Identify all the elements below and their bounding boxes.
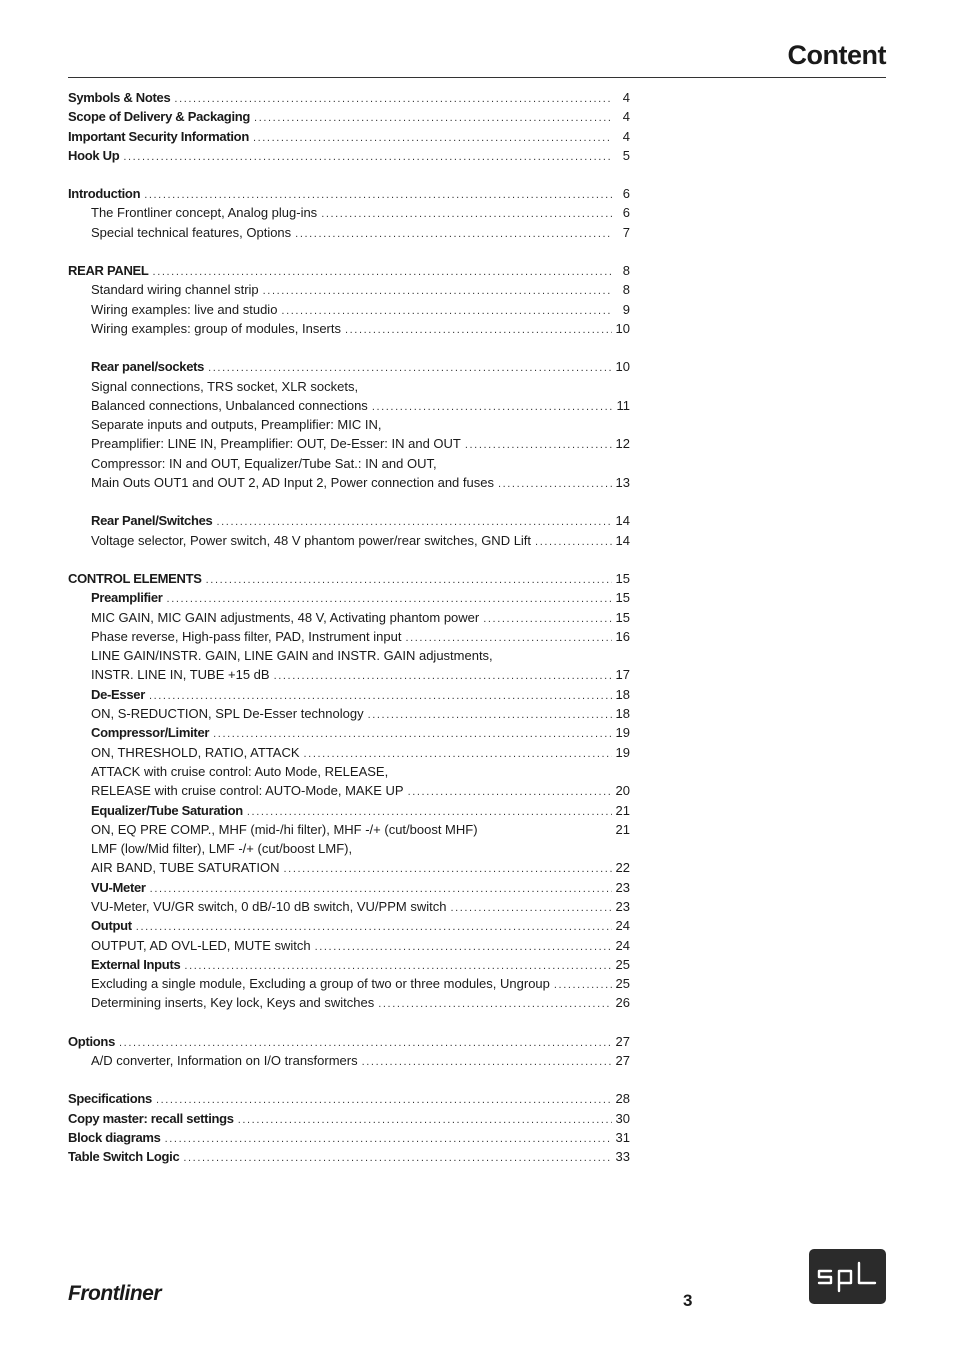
toc-entry-page: 10 bbox=[615, 320, 630, 336]
toc-entry[interactable] bbox=[68, 1051, 630, 1070]
toc-entry[interactable] bbox=[68, 357, 630, 376]
toc-entry-label: Table Switch Logic bbox=[68, 1149, 180, 1165]
toc-entry[interactable] bbox=[68, 1109, 630, 1128]
toc-dot-leader bbox=[483, 610, 611, 629]
toc-dot-leader bbox=[253, 129, 612, 148]
toc-dot-leader bbox=[165, 1130, 612, 1149]
toc-entry-page: 12 bbox=[615, 436, 630, 452]
toc-entry-page: 21 bbox=[615, 821, 630, 837]
toc-entry-page: 4 bbox=[622, 90, 630, 105]
toc-entry[interactable] bbox=[68, 531, 630, 550]
toc-entry[interactable] bbox=[68, 184, 630, 203]
toc-entry-page: 27 bbox=[615, 1053, 630, 1069]
toc-entry-page: 24 bbox=[615, 918, 630, 934]
toc-entry-page: 19 bbox=[615, 725, 630, 741]
toc-entry[interactable] bbox=[68, 646, 630, 665]
toc-entry-label: Preamplifier: LINE IN, Preamplifier: OUT, De-Esser: IN and OUT bbox=[91, 436, 461, 452]
toc-entry[interactable] bbox=[68, 1089, 630, 1108]
toc-entry[interactable] bbox=[68, 454, 630, 473]
toc-entry-label: Standard wiring channel strip bbox=[91, 282, 259, 298]
toc-entry-label: OUTPUT, AD OVL-LED, MUTE switch bbox=[91, 937, 311, 953]
toc-dot-leader bbox=[554, 976, 612, 995]
toc-dot-leader bbox=[321, 205, 612, 224]
toc-entry-label: VU-Meter bbox=[91, 879, 146, 895]
toc-entry[interactable] bbox=[68, 685, 630, 704]
toc-entry[interactable] bbox=[68, 1032, 630, 1051]
toc-entry-page: 22 bbox=[615, 860, 630, 876]
toc-entry-page: 5 bbox=[622, 147, 630, 163]
toc-entry[interactable] bbox=[68, 627, 630, 646]
toc-dot-leader bbox=[372, 398, 612, 417]
toc-dot-leader bbox=[465, 436, 612, 455]
toc-entry-label: ATTACK with cruise control: Auto Mode, RELEASE, bbox=[91, 763, 389, 779]
product-name: Frontliner bbox=[68, 1282, 161, 1305]
toc-entry-page: 25 bbox=[615, 956, 630, 972]
toc-entry-label: External Inputs bbox=[91, 956, 181, 972]
toc-entry[interactable] bbox=[68, 955, 630, 974]
toc-entry[interactable] bbox=[68, 936, 630, 955]
toc-entry-page: 15 bbox=[615, 609, 630, 625]
toc-entry[interactable] bbox=[68, 377, 630, 396]
toc-entry-page: 25 bbox=[615, 976, 630, 992]
toc-entry-page: 4 bbox=[622, 109, 630, 125]
toc-entry[interactable] bbox=[68, 107, 630, 126]
toc-entry[interactable] bbox=[68, 878, 630, 897]
toc-entry-label: Scope of Delivery & Packaging bbox=[68, 109, 251, 125]
toc-entry-label: ON, THRESHOLD, RATIO, ATTACK bbox=[91, 744, 300, 760]
toc-entry[interactable] bbox=[68, 993, 630, 1012]
toc-dot-leader bbox=[362, 1053, 612, 1072]
toc-entry-page: 15 bbox=[615, 570, 630, 586]
toc-entry-label: LMF (low/Mid filter), LMF -/+ (cut/boost LMF), bbox=[91, 841, 353, 857]
toc-entry[interactable] bbox=[68, 261, 630, 280]
toc-entry-label: Rear panel/sockets bbox=[91, 359, 205, 375]
toc-entry-label: Compressor/Limiter bbox=[91, 725, 210, 741]
toc-entry[interactable] bbox=[68, 300, 630, 319]
toc-entry-page: 30 bbox=[615, 1110, 630, 1126]
toc-entry[interactable] bbox=[68, 820, 630, 839]
toc-dot-leader bbox=[408, 783, 612, 802]
toc-entry-page: 17 bbox=[615, 667, 630, 683]
toc-entry-page: 19 bbox=[615, 744, 630, 760]
toc-entry[interactable] bbox=[68, 801, 630, 820]
toc-entry-label: Balanced connections, Unbalanced connections bbox=[91, 397, 368, 413]
toc-entry-label: Introduction bbox=[68, 186, 141, 202]
toc-entry-label: Wiring examples: live and studio bbox=[91, 301, 278, 317]
toc-entry-label: Voltage selector, Power switch, 48 V phantom power/rear switches, GND Lift bbox=[91, 532, 532, 548]
toc-entry[interactable] bbox=[68, 762, 630, 781]
toc-entry-label: RELEASE with cruise control: AUTO-Mode, MAKE UP bbox=[91, 783, 404, 799]
toc-entry-label: Main Outs OUT1 and OUT 2, AD Input 2, Power connection and fuses bbox=[91, 475, 494, 491]
toc-entry-label: Copy master: recall settings bbox=[68, 1110, 234, 1126]
toc-entry-label: Equalizer/Tube Saturation bbox=[91, 802, 243, 818]
toc-entry[interactable] bbox=[68, 223, 630, 242]
toc-entry-page: 7 bbox=[622, 224, 630, 240]
toc-entry[interactable] bbox=[68, 569, 630, 588]
toc-dot-leader bbox=[535, 533, 611, 552]
toc-entry-page: 33 bbox=[615, 1149, 630, 1165]
toc-entry-label: Symbols & Notes bbox=[68, 90, 171, 105]
toc-dot-leader bbox=[450, 899, 611, 918]
toc-entry[interactable] bbox=[68, 916, 630, 935]
toc-dot-leader bbox=[183, 1149, 611, 1168]
toc-entry[interactable] bbox=[68, 897, 630, 916]
spl-logo bbox=[809, 1249, 886, 1304]
toc-dot-leader bbox=[498, 475, 612, 494]
toc-dot-leader bbox=[368, 706, 612, 725]
toc-entry-label: A/D converter, Information on I/O transformers bbox=[91, 1053, 358, 1069]
toc-entry-label: Hook Up bbox=[68, 147, 120, 163]
toc-entry-label: VU-Meter, VU/GR switch, 0 dB/-10 dB switch, VU/PPM switch bbox=[91, 898, 447, 914]
toc-entry-label: Determining inserts, Key lock, Keys and switches bbox=[91, 995, 375, 1011]
toc-entry[interactable] bbox=[68, 588, 630, 607]
toc-entry[interactable] bbox=[68, 146, 630, 165]
toc-entry-label: Compressor: IN and OUT, Equalizer/Tube Sat.: IN and OUT, bbox=[91, 455, 437, 471]
toc-entry-label: Important Security Information bbox=[68, 128, 249, 144]
toc-entry[interactable] bbox=[68, 203, 630, 222]
toc-entry[interactable] bbox=[68, 858, 630, 877]
toc-dot-leader bbox=[238, 1111, 612, 1130]
toc-entry-label: Wiring examples: group of modules, Inserts bbox=[91, 320, 341, 336]
toc-entry-label: Excluding a single module, Excluding a group of two or three modules, Ungroup bbox=[91, 976, 550, 992]
page-number: 3 bbox=[683, 1291, 693, 1310]
toc-entry-label: Specifications bbox=[68, 1091, 152, 1107]
toc-entry-page: 10 bbox=[615, 359, 630, 375]
toc-entry-page: 15 bbox=[615, 590, 630, 606]
toc-entry-label: Preamplifier bbox=[91, 590, 163, 606]
toc-entry-page: 6 bbox=[622, 186, 630, 202]
toc-entry-label: Special technical features, Options bbox=[91, 224, 292, 240]
toc-dot-leader bbox=[263, 282, 612, 301]
toc-entry-page: 21 bbox=[615, 802, 630, 818]
toc-entry[interactable] bbox=[68, 280, 630, 299]
toc-entry[interactable] bbox=[68, 88, 630, 107]
toc-entry[interactable] bbox=[68, 974, 630, 993]
toc-entry[interactable] bbox=[68, 1128, 630, 1147]
toc-entry[interactable] bbox=[68, 1147, 630, 1166]
toc-entry-label: INSTR. LINE IN, TUBE +15 dB bbox=[91, 667, 270, 683]
toc-entry-label: MIC GAIN, MIC GAIN adjustments, 48 V, Activating phantom power bbox=[91, 609, 480, 625]
toc-entry-page: 26 bbox=[615, 995, 630, 1011]
toc-entry[interactable] bbox=[68, 319, 630, 338]
toc-dot-leader bbox=[254, 109, 612, 128]
toc-entry-page: 31 bbox=[615, 1129, 630, 1145]
toc-dot-leader bbox=[315, 938, 612, 957]
toc-entry[interactable] bbox=[68, 839, 630, 858]
toc-entry-page: 14 bbox=[615, 532, 630, 548]
toc-entry-page: 8 bbox=[622, 282, 630, 298]
toc-entry[interactable] bbox=[68, 415, 630, 434]
table-of-contents bbox=[68, 88, 630, 1167]
header-divider bbox=[68, 77, 886, 78]
spl-logo-icon bbox=[809, 1249, 886, 1304]
toc-entry-label: Output bbox=[91, 918, 132, 934]
toc-entry-page: 20 bbox=[615, 783, 630, 799]
toc-entry[interactable] bbox=[68, 608, 630, 627]
toc-entry-page: 18 bbox=[615, 706, 630, 722]
toc-entry[interactable] bbox=[68, 743, 630, 762]
toc-entry[interactable] bbox=[68, 723, 630, 742]
toc-dot-leader bbox=[295, 225, 612, 244]
toc-entry-page: 27 bbox=[615, 1033, 630, 1049]
toc-entry[interactable] bbox=[68, 781, 630, 800]
toc-dot-leader bbox=[206, 571, 612, 590]
toc-dot-leader bbox=[378, 995, 611, 1014]
toc-entry-page: 28 bbox=[615, 1091, 630, 1107]
toc-entry-page: 11 bbox=[616, 397, 630, 413]
toc-dot-leader bbox=[284, 860, 612, 879]
toc-entry-page: 23 bbox=[615, 879, 630, 895]
page-title: Content bbox=[787, 40, 886, 70]
toc-entry[interactable] bbox=[68, 511, 630, 530]
toc-entry-label: The Frontliner concept, Analog plug-ins bbox=[91, 205, 318, 221]
toc-entry-page: 13 bbox=[615, 475, 630, 491]
toc-entry-label: ON, EQ PRE COMP., MHF (mid-/hi filter), MHF -/+ (cut/boost MHF) bbox=[91, 821, 478, 837]
toc-entry-page: 6 bbox=[622, 205, 630, 221]
toc-entry-label: ON, S-REDUCTION, SPL De-Esser technology bbox=[91, 706, 364, 722]
toc-dot-leader bbox=[123, 148, 612, 167]
toc-entry-label: Block diagrams bbox=[68, 1129, 161, 1145]
toc-entry-label: LINE GAIN/INSTR. GAIN, LINE GAIN and INSTR. GAIN adjustments, bbox=[91, 648, 493, 664]
toc-entry-page: 8 bbox=[622, 263, 630, 279]
toc-entry[interactable] bbox=[68, 127, 630, 146]
toc-entry[interactable] bbox=[68, 665, 630, 684]
toc-entry-page: 18 bbox=[615, 686, 630, 702]
toc-entry-label: AIR BAND, TUBE SATURATION bbox=[91, 860, 280, 876]
toc-entry-label: CONTROL ELEMENTS bbox=[68, 570, 202, 586]
toc-entry-page: 16 bbox=[615, 628, 630, 644]
toc-dot-leader bbox=[345, 321, 612, 340]
toc-entry-label: REAR PANEL bbox=[68, 263, 149, 279]
toc-entry-label: De-Esser bbox=[91, 686, 145, 702]
toc-entry-label: Options bbox=[68, 1033, 116, 1049]
toc-entry-page: 4 bbox=[622, 128, 630, 144]
toc-entry-page: 23 bbox=[615, 898, 630, 914]
toc-entry[interactable] bbox=[68, 473, 630, 492]
toc-entry-page: 9 bbox=[622, 301, 630, 317]
toc-dot-leader bbox=[274, 667, 612, 686]
toc-entry-label: Signal connections, TRS socket, XLR sockets, bbox=[91, 378, 359, 394]
toc-entry-label: Rear Panel/Switches bbox=[91, 513, 213, 529]
toc-entry-page: 24 bbox=[615, 937, 630, 953]
toc-entry-page: 14 bbox=[615, 513, 630, 529]
toc-entry[interactable] bbox=[68, 396, 630, 415]
toc-entry-label: Separate inputs and outputs, Preamplifier: MIC IN, bbox=[91, 417, 382, 433]
toc-entry[interactable] bbox=[68, 434, 630, 453]
toc-entry-label: Phase reverse, High-pass filter, PAD, Instrument input bbox=[91, 628, 402, 644]
toc-entry[interactable] bbox=[68, 704, 630, 723]
